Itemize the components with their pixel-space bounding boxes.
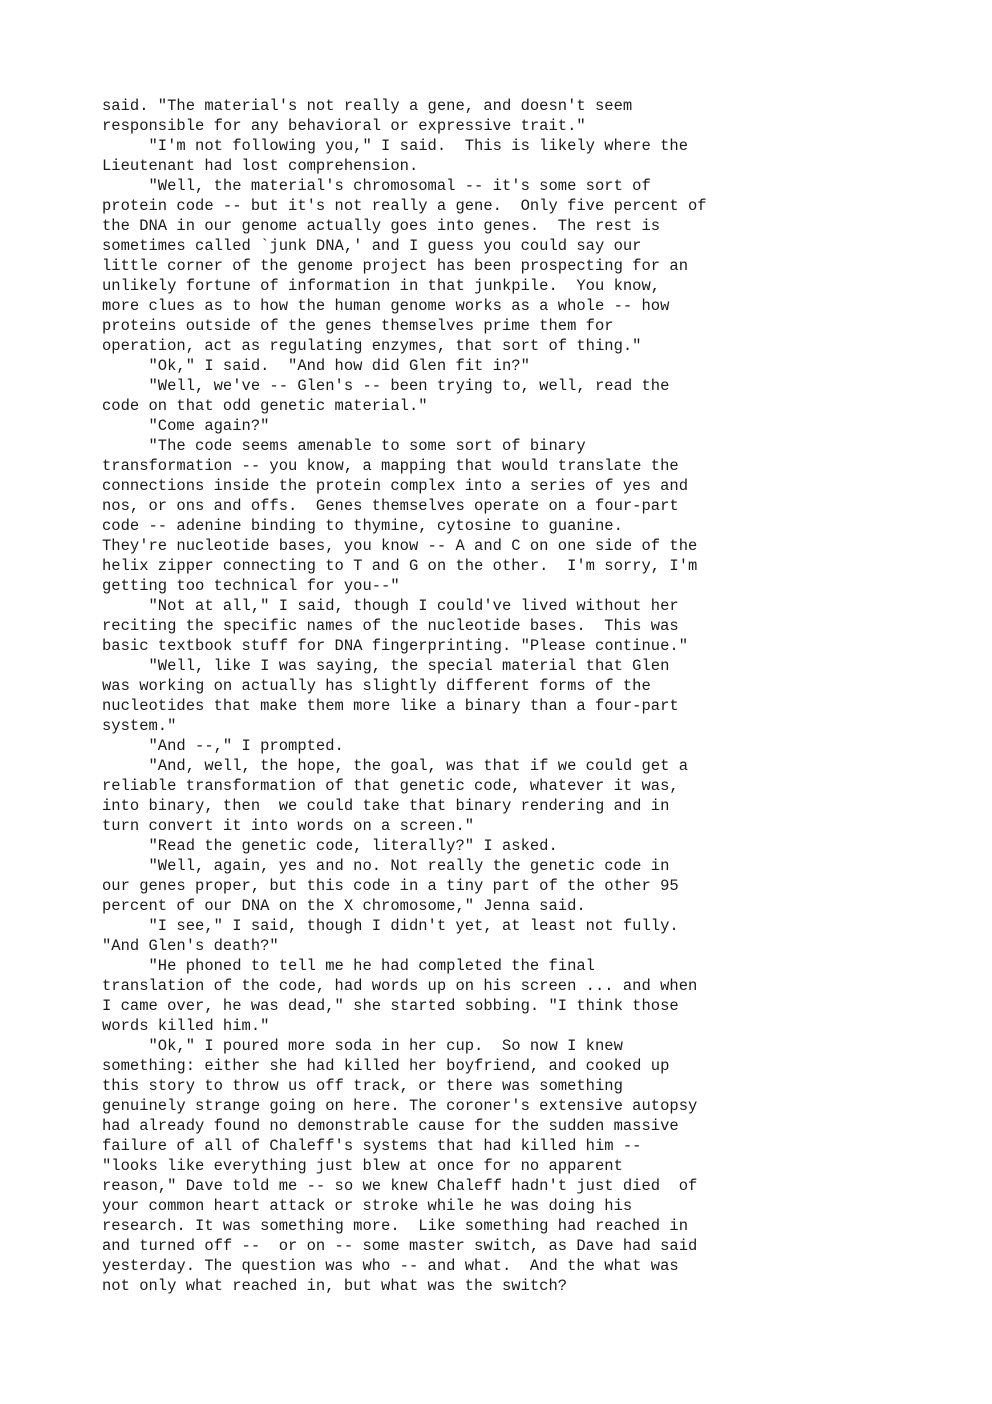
text-line: Lieutenant had lost comprehension. [102,157,419,175]
text-line: "And, well, the hope, the goal, was that if we could get a [102,757,688,775]
text-line: "Read the genetic code, literally?" I asked. [102,837,558,855]
text-line: code on that odd genetic material." [102,397,428,415]
text-line: "Not at all," I said, though I could've lived without her [102,597,679,615]
text-line: into binary, then we could take that binary rendering and in [102,797,670,815]
text-line: reciting the specific names of the nucleotide bases. This was [102,617,679,635]
text-line: They're nucleotide bases, you know -- A and C on one side of the [102,537,698,555]
text-line: "Ok," I said. "And how did Glen fit in?" [102,357,530,375]
text-line: your common heart attack or stroke while he was doing his [102,1197,633,1215]
text-line: our genes proper, but this code in a tiny part of the other 95 [102,877,679,895]
text-line: connections inside the protein complex into a series of yes and [102,477,688,495]
text-line: more clues as to how the human genome works as a whole -- how [102,297,670,315]
text-line: reliable transformation of that genetic code, whatever it was, [102,777,679,795]
text-line: little corner of the genome project has been prospecting for an [102,257,688,275]
text-line: yesterday. The question was who -- and what. And the what was [102,1257,679,1275]
text-line: failure of all of Chaleff's systems that had killed him -- [102,1137,642,1155]
text-line: "He phoned to tell me he had completed the final [102,957,595,975]
text-line: this story to throw us off track, or there was something [102,1077,623,1095]
text-line: and turned off -- or on -- some master switch, as Dave had said [102,1237,698,1255]
text-line: protein code -- but it's not really a gene. Only five percent of [102,197,707,215]
text-line: "Well, again, yes and no. Not really the genetic code in [102,857,670,875]
text-line: was working on actually has slightly different forms of the [102,677,651,695]
text-line: "And --," I prompted. [102,737,344,755]
text-line: proteins outside of the genes themselves prime them for [102,317,614,335]
text-line: "The code seems amenable to some sort of binary [102,437,586,455]
text-line: nucleotides that make them more like a binary than a four-part [102,697,679,715]
text-line: transformation -- you know, a mapping that would translate the [102,457,679,475]
text-line: percent of our DNA on the X chromosome," Jenna said. [102,897,586,915]
text-line: genuinely strange going on here. The coroner's extensive autopsy [102,1097,698,1115]
text-line: said. "The material's not really a gene, and doesn't seem [102,97,633,115]
text-line: something: either she had killed her boyfriend, and cooked up [102,1057,670,1075]
text-line: getting too technical for you--" [102,577,400,595]
text-line: translation of the code, had words up on his screen ... and when [102,977,698,995]
text-line: turn convert it into words on a screen." [102,817,475,835]
text-line: nos, or ons and offs. Genes themselves operate on a four-part [102,497,679,515]
text-line: "Well, the material's chromosomal -- it's some sort of [102,177,651,195]
text-line: code -- adenine binding to thymine, cytosine to guanine. [102,517,623,535]
text-line: reason," Dave told me -- so we knew Chaleff hadn't just died of [102,1177,698,1195]
body-text [102,96,707,1296]
text-line: I came over, he was dead," she started sobbing. "I think those [102,997,679,1015]
text-line: "Come again?" [102,417,270,435]
text-line: "Well, like I was saying, the special material that Glen [102,657,670,675]
text-line: "Ok," I poured more soda in her cup. So now I knew [102,1037,623,1055]
text-line: had already found no demonstrable cause for the sudden massive [102,1117,679,1135]
text-line: "Well, we've -- Glen's -- been trying to, well, read the [102,377,670,395]
text-line: operation, act as regulating enzymes, that sort of thing." [102,337,642,355]
text-line: "I'm not following you," I said. This is likely where the [102,137,688,155]
text-line: not only what reached in, but what was the switch? [102,1277,568,1295]
text-line: "looks like everything just blew at once for no apparent [102,1157,623,1175]
text-line: words killed him." [102,1017,270,1035]
text-line: "I see," I said, though I didn't yet, at least not fully. [102,917,679,935]
text-line: the DNA in our genome actually goes into genes. The rest is [102,217,661,235]
text-line: system." [102,717,177,735]
text-line: unlikely fortune of information in that junkpile. You know, [102,277,661,295]
text-line: basic textbook stuff for DNA fingerprinting. "Please continue." [102,637,688,655]
text-line: "And Glen's death?" [102,937,279,955]
text-line: sometimes called `junk DNA,' and I guess you could say our [102,237,642,255]
text-line: research. It was something more. Like something had reached in [102,1217,688,1235]
text-line: helix zipper connecting to T and G on the other. I'm sorry, I'm [102,557,698,575]
text-line: responsible for any behavioral or expressive trait." [102,117,586,135]
